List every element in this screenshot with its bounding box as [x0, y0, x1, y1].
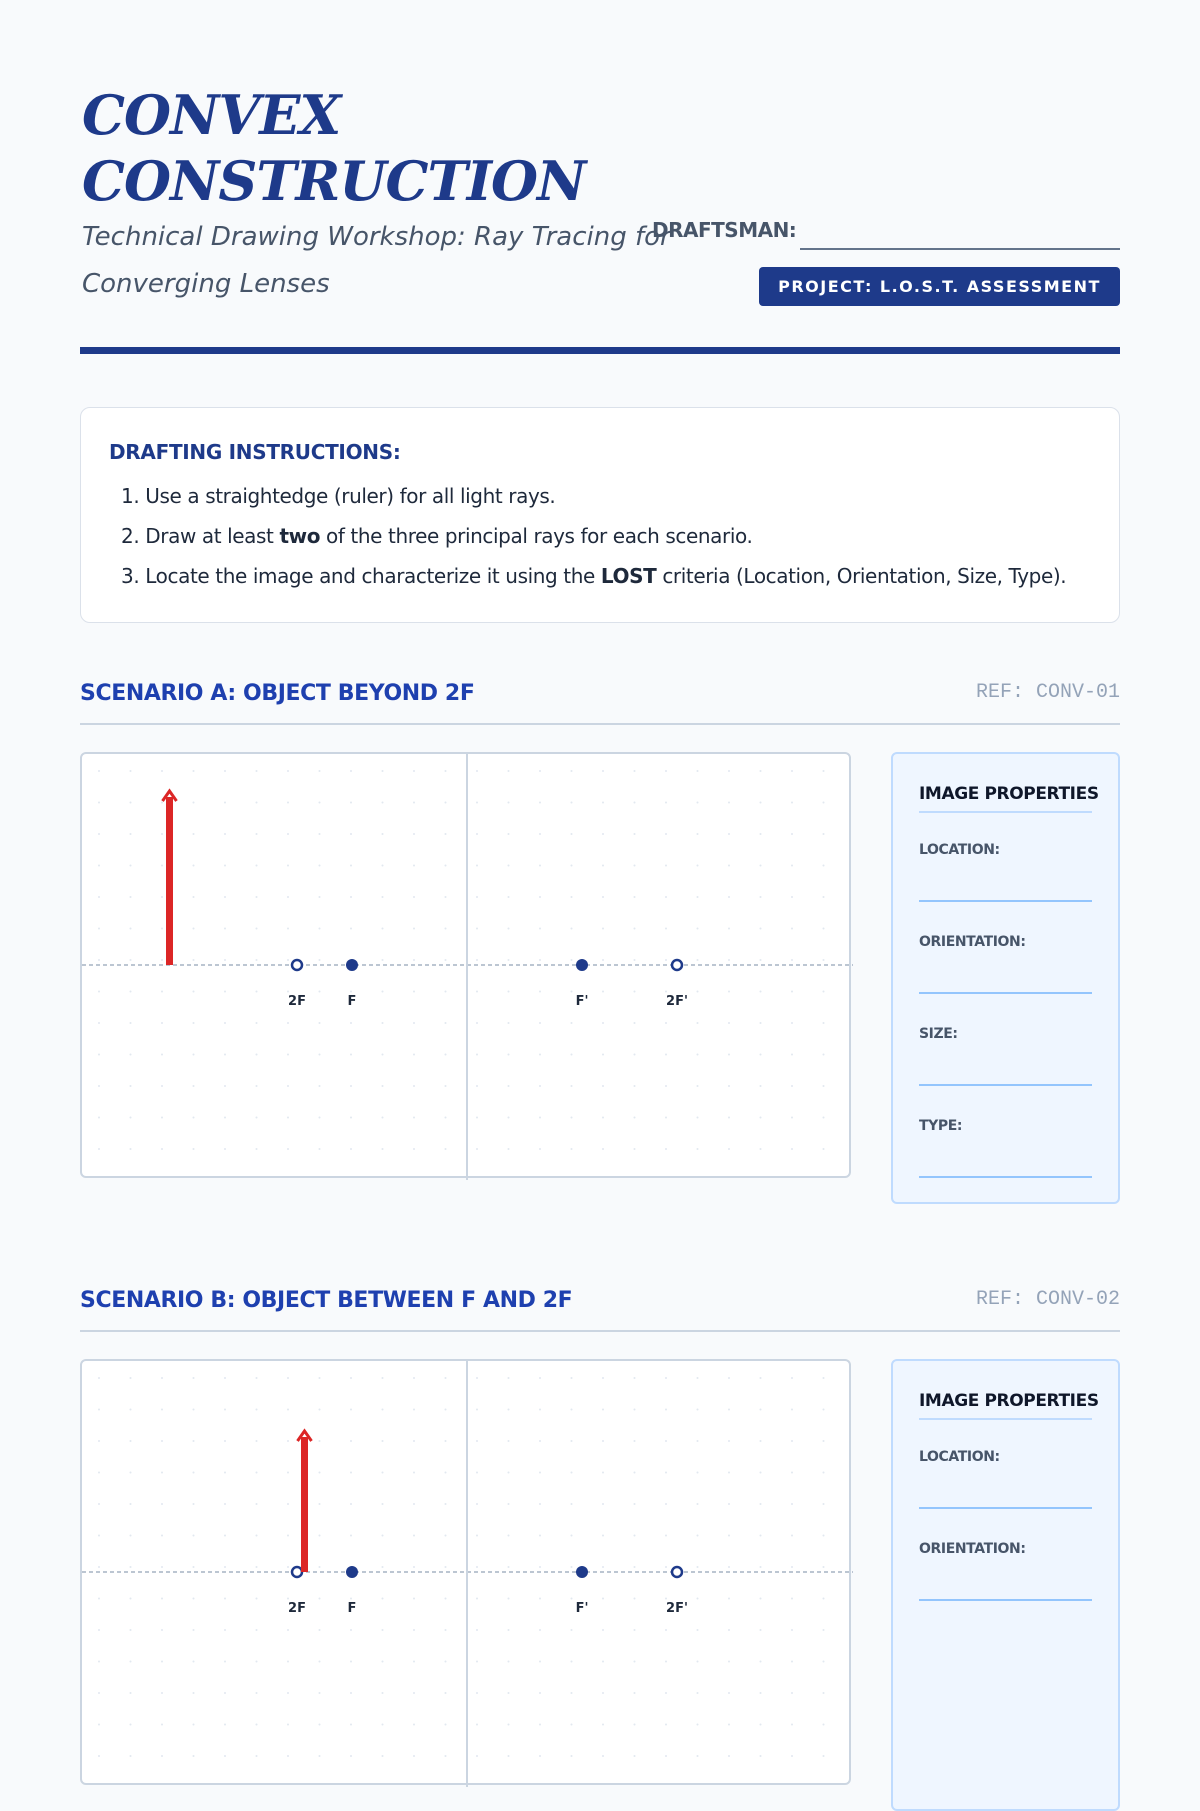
focal-point	[292, 1567, 302, 1577]
focal-point-label: F	[347, 1601, 357, 1616]
focal-point-label: 2F'	[666, 1601, 688, 1616]
focal-point-label: F'	[575, 994, 589, 1009]
focal-point-label: F'	[575, 1601, 589, 1616]
orientation-label: ORIENTATION:	[919, 934, 1026, 950]
orientation-label: ORIENTATION:	[919, 1541, 1026, 1557]
header-divider	[80, 347, 1120, 354]
ray-diagram-b[interactable]	[80, 1359, 851, 1785]
instruction-item: 1. Use a straightedge (ruler) for all light rays.	[121, 484, 556, 508]
page-title	[82, 82, 585, 214]
focal-point	[672, 1567, 682, 1577]
scenario-a-header	[80, 681, 1120, 725]
title-line-1: CONVEX	[82, 83, 341, 147]
focal-point	[346, 1566, 358, 1578]
scenario-ref: REF: CONV-01	[975, 681, 1120, 704]
instructions-panel	[80, 407, 1120, 623]
size-field[interactable]	[919, 1084, 1092, 1086]
image-properties-title: IMAGE PROPERTIES	[919, 784, 1092, 813]
orientation-field[interactable]	[919, 992, 1092, 994]
project-badge: PROJECT: L.O.S.T. ASSESSMENT	[759, 267, 1120, 306]
location-field[interactable]	[919, 1507, 1092, 1509]
draftsman-label: DRAFTSMAN:	[652, 218, 797, 242]
focal-point	[576, 1566, 588, 1578]
focal-point-label: 2F	[288, 994, 306, 1009]
instructions-list	[121, 476, 1066, 596]
type-label: TYPE:	[919, 1118, 963, 1134]
ray-diagram-canvas[interactable]	[82, 754, 853, 1180]
title-line-2: CONSTRUCTION	[82, 149, 586, 213]
ray-diagram-canvas[interactable]	[82, 1361, 853, 1787]
location-label: LOCATION:	[919, 842, 1000, 858]
grid-dots	[98, 1377, 825, 1757]
scenario-ref: REF: CONV-02	[975, 1288, 1120, 1311]
image-properties-panel-a	[891, 752, 1120, 1204]
type-field[interactable]	[919, 1176, 1092, 1178]
focal-point-label: 2F	[288, 1601, 306, 1616]
focal-point	[576, 959, 588, 971]
image-properties-panel-b	[891, 1359, 1120, 1811]
orientation-field[interactable]	[919, 1599, 1092, 1601]
instructions-heading: DRAFTING INSTRUCTIONS:	[109, 440, 401, 464]
image-properties-title: IMAGE PROPERTIES	[919, 1391, 1092, 1420]
focal-point-label: 2F'	[666, 994, 688, 1009]
ray-diagram-a[interactable]	[80, 752, 851, 1178]
scenario-b-header	[80, 1288, 1120, 1332]
size-label: SIZE:	[919, 1026, 958, 1042]
location-field[interactable]	[919, 900, 1092, 902]
focal-point	[292, 960, 302, 970]
focal-point	[346, 959, 358, 971]
scenario-title: SCENARIO A: OBJECT BEYOND 2F	[80, 681, 475, 706]
instruction-item: 3. Locate the image and characterize it using the LOST criteria (Location, Orientation, Size, Type).	[121, 564, 1067, 588]
focal-point	[672, 960, 682, 970]
draftsman-field[interactable]	[800, 248, 1120, 250]
grid-dots	[98, 770, 825, 1150]
focal-point-label: F	[347, 994, 357, 1009]
location-label: LOCATION:	[919, 1449, 1000, 1465]
page-subtitle: Technical Drawing Workshop: Ray Tracing for Converging Lenses	[82, 222, 671, 299]
scenario-title: SCENARIO B: OBJECT BETWEEN F AND 2F	[80, 1288, 573, 1313]
instruction-item: 2. Draw at least two of the three principal rays for each scenario.	[121, 524, 753, 548]
